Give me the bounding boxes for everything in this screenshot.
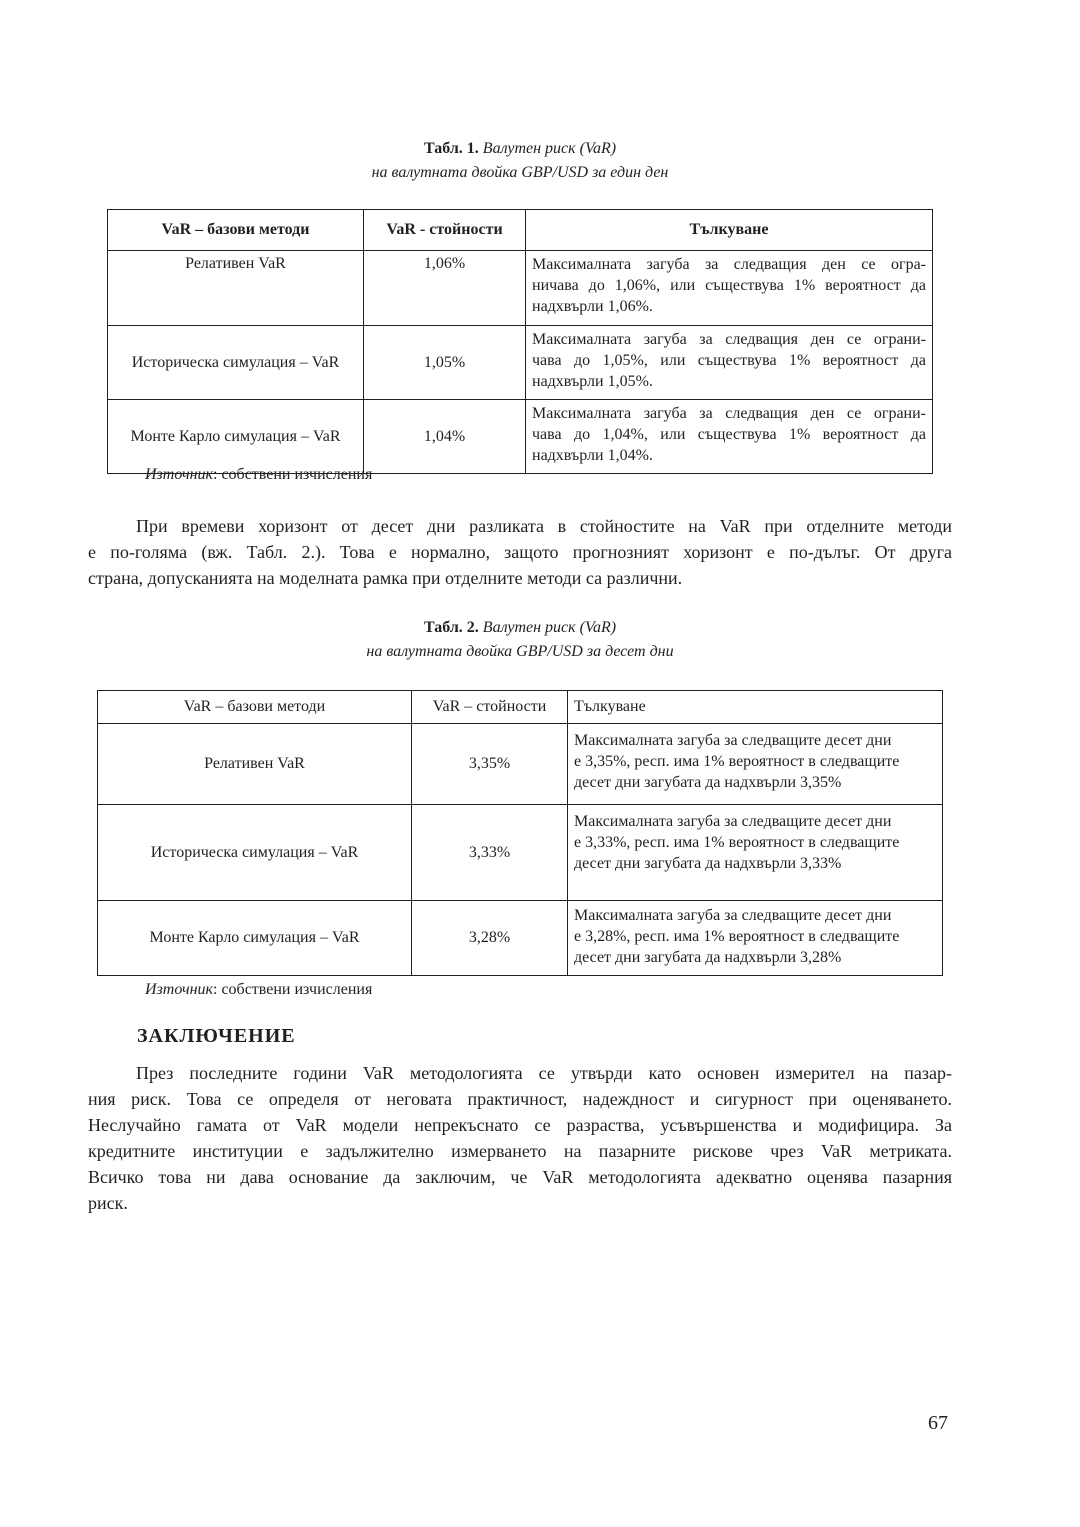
value-cell: 3,33% (412, 805, 568, 901)
value-cell: 1,04% (364, 400, 526, 474)
interpretation-cell (526, 251, 933, 326)
method-cell: Историческа симулация – VaR (98, 805, 412, 901)
table-header-cell: VaR - стойности (364, 210, 526, 251)
table-row (98, 724, 943, 805)
table-header-cell: VaR – базови методи (98, 691, 412, 724)
table-header-cell: VaR – базови методи (108, 210, 364, 251)
paragraph-line: кредитните институции е задължително измерването на пазарните рискове чрез VaR метриката. (88, 1141, 952, 1161)
body-paragraph (88, 513, 952, 591)
table-row (108, 326, 933, 400)
interpretation-cell (568, 901, 943, 976)
interpretation-line: надхвърли 1,06%. (532, 298, 653, 315)
interpretation-cell (526, 400, 933, 474)
interpretation-cell (568, 805, 943, 901)
paragraph-line: е по-голяма (вж. Табл. 2.). Това е нормално, защото прогнозният хоризонт е по-дълъг. От друга (88, 542, 952, 562)
source-text: : собствени изчисления (213, 466, 373, 483)
table-row (98, 805, 943, 901)
page-number: 67 (928, 1412, 948, 1434)
table-row (108, 251, 933, 326)
interpretation-line: Максималната загуба за следващите десет дни (574, 907, 892, 924)
interpretation-line: е 3,35%, респ. има 1% вероятност в следващите (574, 753, 900, 770)
method-cell: Монте Карло симулация – VaR (98, 901, 412, 976)
interpretation-line: Максималната загуба за следващия ден се огра- (532, 256, 926, 273)
conclusion-paragraph (88, 1060, 952, 1216)
paragraph-line: Всичко това ни дава основание да заключим, че VaR методологията адекватно оценява пазарния (88, 1167, 952, 1187)
table2-caption-title: Валутен риск (VaR) (482, 619, 617, 636)
table-header-cell: Тълкуване (526, 210, 933, 251)
interpretation-line: е 3,33%, респ. има 1% вероятност в следващите (574, 834, 900, 851)
table-header-row (108, 210, 933, 251)
value-cell: 1,05% (364, 326, 526, 400)
paragraph-line: Неслучайно гамата от VaR модели непрекъснато се разраства, усъвършенства и модифицира. За (88, 1115, 952, 1135)
interpretation-line: чава до 1,05%, или съществува 1% вероятност да (532, 352, 926, 369)
value-cell: 3,28% (412, 901, 568, 976)
interpretation-line: ничава до 1,06%, или съществува 1% вероятност да (532, 277, 926, 294)
source-text: : собствени изчисления (213, 981, 373, 998)
table2-source (145, 981, 372, 999)
table2 (97, 690, 943, 976)
table-header-cell: Тълкуване (568, 691, 943, 724)
interpretation-line: десет дни загубата да надхвърли 3,35% (574, 774, 842, 791)
source-label: Източник (145, 981, 213, 998)
paragraph-line: При времеви хоризонт от десет дни разликата в стойностите на VaR при отделните методи (136, 516, 952, 536)
interpretation-line: надхвърли 1,05%. (532, 373, 653, 390)
source-label: Източник (145, 466, 213, 483)
method-cell: Историческа симулация – VaR (108, 326, 364, 400)
table1-caption-sub: на валутната двойка GBP/USD за един ден (371, 164, 669, 181)
table-row (98, 901, 943, 976)
interpretation-cell (526, 326, 933, 400)
interpretation-line: надхвърли 1,04%. (532, 447, 653, 464)
conclusion-heading: ЗАКЛЮЧЕНИЕ (137, 1025, 296, 1047)
interpretation-line: Максималната загуба за следващите десет дни (574, 732, 892, 749)
interpretation-line: е 3,28%, респ. има 1% вероятност в следващите (574, 928, 900, 945)
table1-caption-label: Табл. 1. (423, 140, 479, 157)
interpretation-line: десет дни загубата да надхвърли 3,33% (574, 855, 842, 872)
table-header-row (98, 691, 943, 724)
table2-caption (0, 616, 1040, 664)
value-cell: 3,35% (412, 724, 568, 805)
table-row (108, 400, 933, 474)
interpretation-cell (568, 724, 943, 805)
method-cell: Релативен VaR (98, 724, 412, 805)
interpretation-line: Максималната загуба за следващите десет дни (574, 813, 892, 830)
table1-caption (0, 137, 1040, 185)
paragraph-line: През последните години VaR методологията се утвърди като основен измерител на пазар- (136, 1063, 952, 1083)
paragraph-line: риск. (88, 1193, 128, 1213)
method-cell: Монте Карло симулация – VaR (108, 400, 364, 474)
interpretation-line: Максималната загуба за следващия ден се ограни- (532, 331, 926, 348)
table1 (107, 209, 933, 474)
interpretation-line: десет дни загубата да надхвърли 3,28% (574, 949, 842, 966)
interpretation-line: чава до 1,04%, или съществува 1% вероятност да (532, 426, 926, 443)
method-cell: Релативен VaR (108, 251, 364, 326)
table1-caption-title: Валутен риск (VaR) (482, 140, 617, 157)
paragraph-line: ния риск. Това се определя от неговата практичност, надеждност и сигурност при оценяването. (88, 1089, 952, 1109)
interpretation-line: Максималната загуба за следващия ден се ограни- (532, 405, 926, 422)
table-header-cell: VaR – стойности (412, 691, 568, 724)
table2-caption-label: Табл. 2. (423, 619, 479, 636)
value-cell: 1,06% (364, 251, 526, 326)
table1-source (145, 466, 372, 484)
table2-caption-sub: на валутната двойка GBP/USD за десет дни (366, 643, 674, 660)
paragraph-line: страна, допусканията на моделната рамка при отделните методи са различни. (88, 568, 683, 588)
